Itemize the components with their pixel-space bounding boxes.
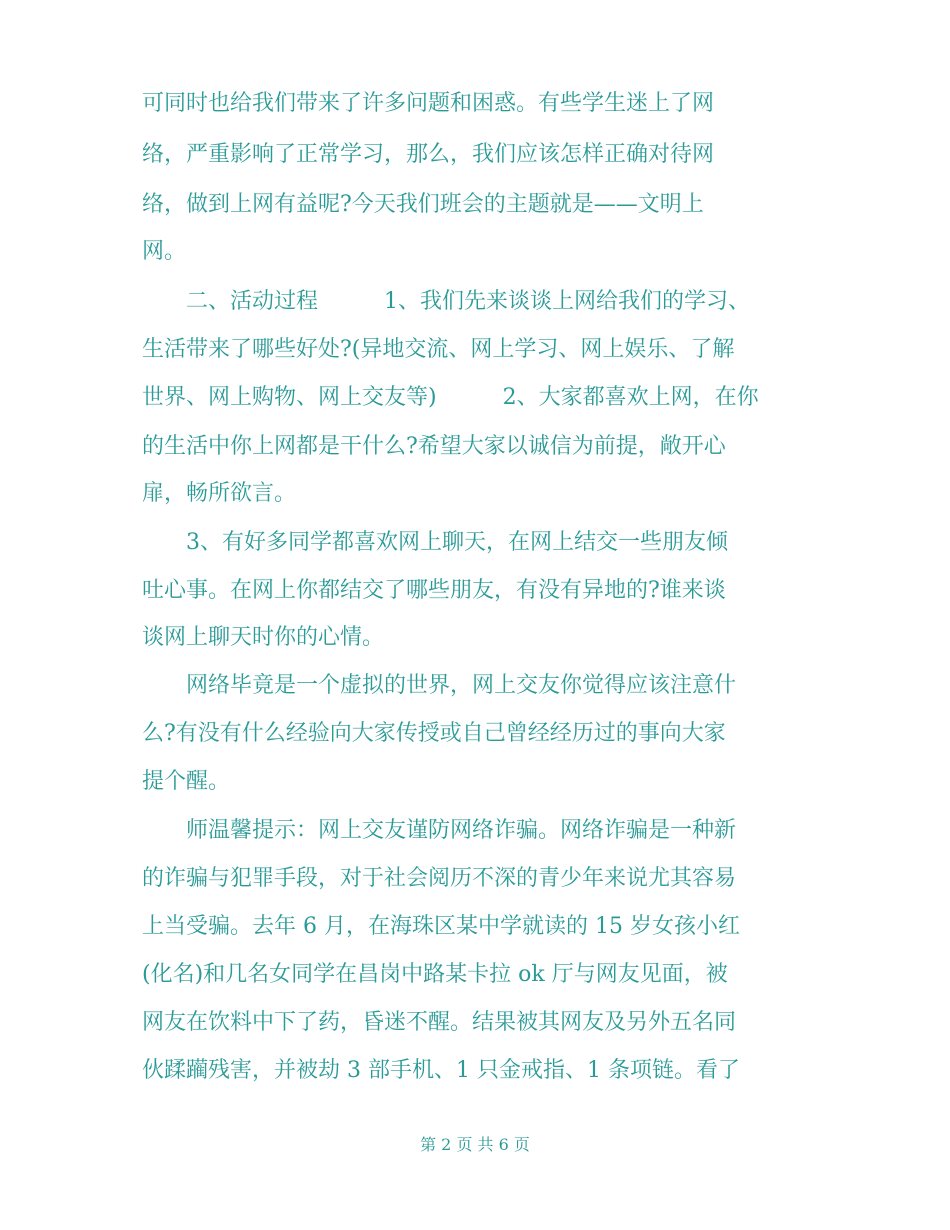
body-line-3: 络，做到上网有益呢?今天我们班会的主题就是——文明上 <box>142 192 704 217</box>
body-line-19: (化名)和几名女同学在昌岗中路某卡拉 ok 厅与网友见面，被 <box>142 962 728 987</box>
body-line-5: 二、活动过程 1、我们先来谈谈上网给我们的学习、 <box>142 289 750 314</box>
body-line-7: 世界、网上购物、网上交友等) 2、大家都喜欢上网，在你 <box>142 385 759 410</box>
body-line-8: 的生活中你上网都是干什么?希望大家以诚信为前提，敞开心 <box>142 434 726 459</box>
body-line-10: 3、有好多同学都喜欢网上聊天，在网上结交一些朋友倾 <box>142 530 728 555</box>
body-line-15: 提个醒。 <box>142 769 231 794</box>
body-line-2: 络，严重影响了正常学习，那么，我们应该怎样正确对待网 <box>142 142 715 167</box>
body-line-21: 伙蹂躏残害，并被劫 3 部手机、1 只金戒指、1 条项链。看了 <box>142 1058 740 1083</box>
body-line-17: 的诈骗与犯罪手段，对于社会阅历不深的青少年来说尤其容易 <box>142 866 737 891</box>
body-line-14: 么?有没有什么经验向大家传授或自己曾经经历过的事向大家 <box>142 721 726 746</box>
body-line-4: 网。 <box>142 239 187 264</box>
page-footer: 第 2 页 共 6 页 <box>420 1135 530 1154</box>
body-line-13: 网络毕竟是一个虚拟的世界，网上交友你觉得应该注意什 <box>142 673 737 698</box>
body-line-9: 扉，畅所欲言。 <box>142 481 297 506</box>
body-line-11: 吐心事。在网上你都结交了哪些朋友，有没有异地的?谁来谈 <box>142 578 726 603</box>
body-line-6: 生活带来了哪些好处?(异地交流、网上学习、网上娱乐、了解 <box>142 337 735 362</box>
body-line-1: 可同时也给我们带来了许多问题和困惑。有些学生迷上了网 <box>142 91 715 116</box>
body-line-12: 谈网上聊天时你的心情。 <box>142 625 385 650</box>
body-line-18: 上当受骗。去年 6 月，在海珠区某中学就读的 15 岁女孩小红 <box>142 914 740 939</box>
body-line-16: 师温馨提示：网上交友谨防网络诈骗。网络诈骗是一种新 <box>142 818 737 843</box>
body-line-20: 网友在饮料中下了药，昏迷不醒。结果被其网友及另外五名同 <box>142 1010 737 1035</box>
